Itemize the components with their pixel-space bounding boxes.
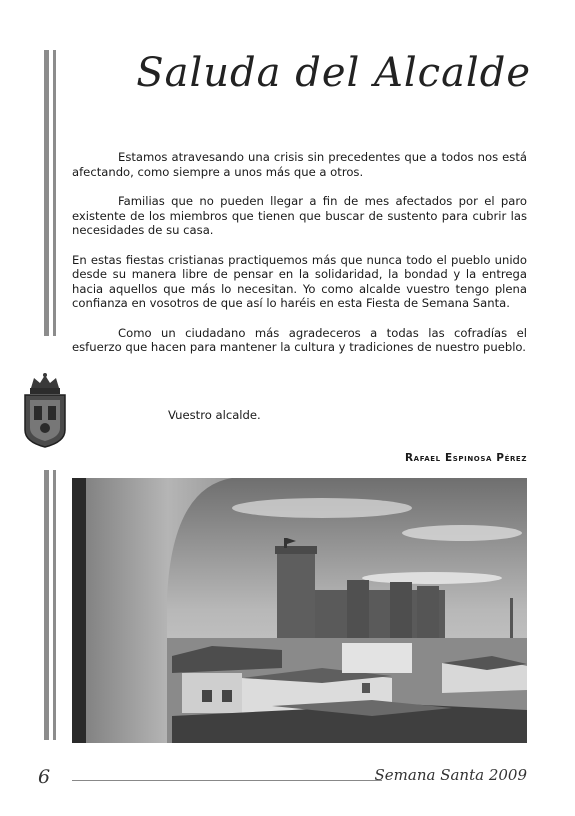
publication-title: Semana Santa 2009 (374, 766, 527, 784)
footer-rule (72, 780, 382, 781)
paragraph-4: Como un ciudadano más agradeceros a todas las cofradías el esfuerzo que hacen para mantener la cultura y tradiciones de nuestro pueblo. (72, 325, 527, 354)
signature: Rafael Espinosa Pérez (405, 452, 527, 464)
paragraph-1: Estamos atravesando una crisis sin precedentes que a todos nos está afectando, como siempre a unos más que a otros. (72, 150, 527, 179)
closing: Vuestro alcalde. (168, 408, 261, 422)
bottom-rule-right (53, 470, 56, 740)
page-title: Saluda del Alcalde (136, 50, 531, 96)
top-rule-left (44, 50, 49, 336)
paragraph-2: Familias que no pueden llegar a fin de mes afectados por el paro existente de los miembros que tienen que buscar de sustento para cubrir las necesidades de su casa. (72, 194, 527, 237)
letter-body (72, 150, 527, 370)
top-rule-right (53, 50, 56, 336)
page-number: 6 (38, 766, 51, 788)
castle-photo (72, 478, 527, 743)
coat-of-arms-icon (22, 372, 68, 448)
paragraph-3: En estas fiestas cristianas practiquemos más que nunca todo el pueblo unido desde su manera libre de pensar en la solidaridad, la bondad y la entrega hacia aquellos que más lo necesitan. Yo como alcalde vuestro tengo plena confianza en vosotros de que así lo haréis en esta Fiesta de Semana Santa. (72, 252, 527, 310)
bottom-rule-left (44, 470, 49, 740)
